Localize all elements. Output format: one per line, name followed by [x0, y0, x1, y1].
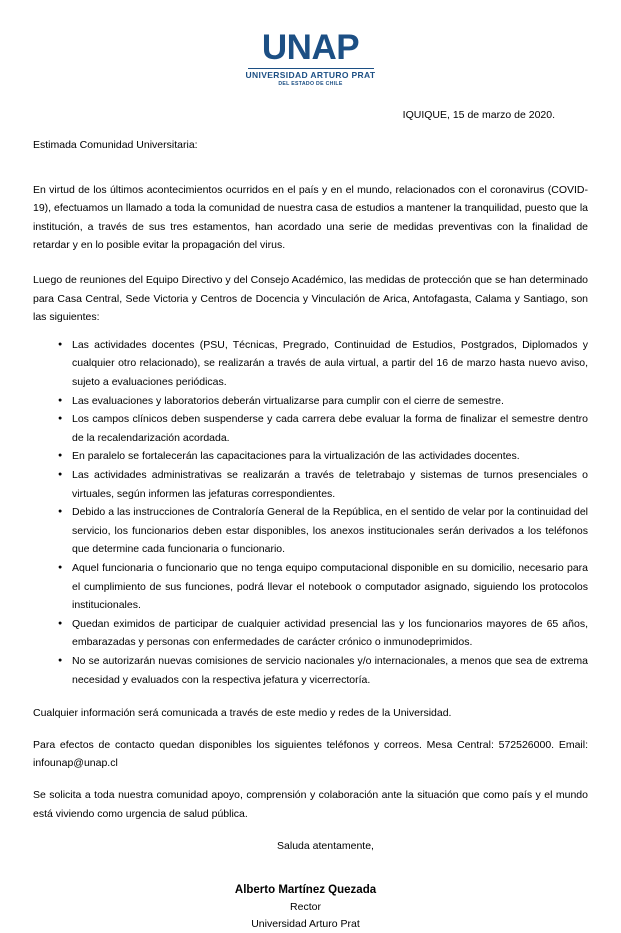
unap-logo — [33, 0, 588, 87]
paragraph-appeal: Se solicita a toda nuestra comunidad apoyo, comprensión y colaboración ante la situación que como país y el mundo está viviendo como urgencia de salud pública. — [33, 788, 588, 820]
list-item: ● Quedan eximidos de participar de cualquier actividad presencial las y los funcionarios mayores de 65 años, embarazadas y personas con enfermedades de carácter crónico o inmunodeprimidos. — [33, 615, 588, 652]
list-item: ● Las actividades administrativas se realizarán a través de teletrabajo y sistemas de turnos presenciales o virtuales, según informen las jefaturas correspondientes. — [33, 466, 588, 503]
greeting-line: Estimada Comunidad Universitaria: — [33, 138, 198, 151]
signer-role: Rector — [290, 901, 321, 914]
list-item: ● En paralelo se fortalecerán las capacitaciones para la virtualización de las actividades docentes. — [33, 447, 588, 466]
measures-list — [33, 336, 588, 689]
paragraph-intro: En virtud de los últimos acontecimientos ocurridos en el país y en el mundo, relacionados con el coronavirus (COVID-19), efectuamos un llamado a toda la comunidad de nuestra casa de estudios a mantener la tranquilidad, puesto que la institución, a través de sus tres estamentos, han acordado una serie de medidas preventivas con la finalidad de retardar y en lo posible evitar la propagación del virus. — [33, 183, 588, 252]
list-item: ● Debido a las instrucciones de Contraloría General de la República, en el sentido de velar por la continuidad del servicio, los funcionarios deben estar disponibles, los anexos institucionales serán derivados a los teléfonos que determine cada funcionaria o funcionario. — [33, 503, 588, 559]
list-item: ● Aquel funcionaria o funcionario que no tenga equipo computacional disponible en su domicilio, necesario para el cumplimiento de sus funciones, podrá llevar el notebook o computador asignado, siguiendo los protocolos institucionales. — [33, 559, 588, 615]
list-item: ● Las evaluaciones y laboratorios deberán virtualizarse para cumplir con el cierre de semestre. — [33, 392, 588, 411]
list-item: ● No se autorizarán nuevas comisiones de servicio nacionales y/o internacionales, a menos que sea de extrema necesidad y evaluados con la respectiva jefatura y vicerrectoría. — [33, 652, 588, 689]
logo-tagline: DEL ESTADO DE CHILE — [278, 80, 343, 87]
list-item: ● Los campos clínicos deben suspenderse y cada carrera debe evaluar la forma de finalizar el semestre dentro de la recalendarización acordada. — [33, 410, 588, 447]
signature-block — [33, 882, 588, 933]
logo-wordmark: UNAP — [261, 28, 360, 67]
signer-name: Alberto Martínez Quezada — [234, 884, 377, 897]
logo-divider — [248, 68, 374, 69]
logo-subtitle: UNIVERSIDAD ARTURO PRAT — [245, 70, 376, 80]
salutation: Saluda atentamente, — [277, 840, 374, 853]
list-item: ● Las actividades docentes (PSU, Técnicas, Pregrado, Continuidad de Estudios, Postgrados, Diplomados y cualquier otro relacionado), se realizarán a través de aula virtual, a partir del 16 de marzo hasta nuevo aviso, sujeto a evaluaciones periódicas. — [33, 336, 588, 392]
paragraph-measures-intro: Luego de reuniones del Equipo Directivo y del Consejo Académico, las medidas de protección que se han determinado para Casa Central, Sede Victoria y Centros de Docencia y Vinculación de Arica, Antofagasta, Calama y Santiago, son las siguientes: — [33, 274, 588, 324]
paragraph-contact: Para efectos de contacto quedan disponibles los siguientes teléfonos y correos. Mesa Central: 572526000. Email: infounap@unap.cl — [33, 738, 588, 770]
paragraph-communication: Cualquier información será comunicada a través de este medio y redes de la Universidad. — [33, 707, 452, 720]
signer-organization: Universidad Arturo Prat — [251, 918, 360, 931]
date-line: IQUIQUE, 15 de marzo de 2020. — [402, 108, 555, 121]
